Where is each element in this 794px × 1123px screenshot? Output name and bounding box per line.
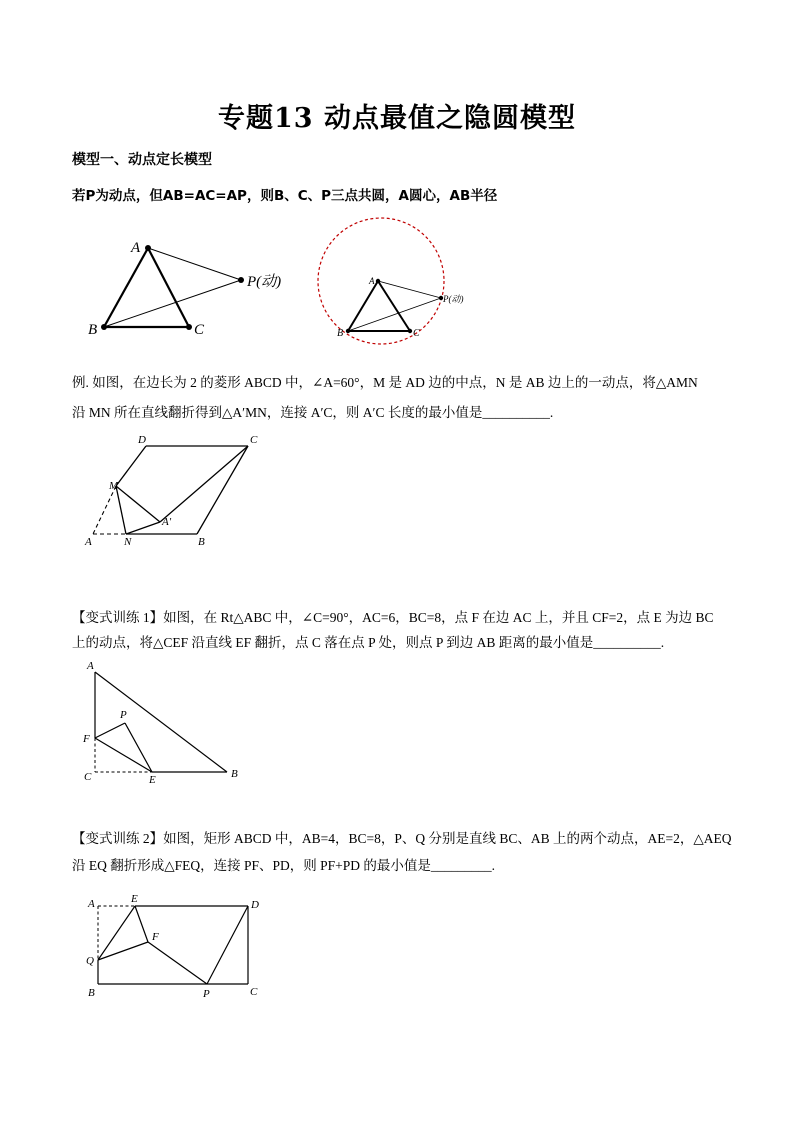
label-N: N — [124, 536, 132, 548]
label-B: B — [88, 322, 98, 338]
model1-heading: 模型一、动点定长模型 — [72, 152, 212, 168]
label-D: D — [138, 434, 146, 446]
label-P: P — [120, 709, 127, 721]
label-P: P — [203, 988, 210, 1000]
label-B: B — [198, 536, 205, 548]
label-D: D — [251, 899, 259, 911]
exercise1-line1: 【变式训练 1】如图，在 Rt△ABC 中，∠C=90°，AC=6，BC=8，点 F 在边 AC 上，并且 CF=2，点 E 为边 BC — [72, 610, 714, 625]
label-E: E — [131, 893, 138, 905]
label-C: C — [413, 328, 420, 339]
label-C: C — [250, 434, 258, 446]
exercise1-line2: 上的动点，将△CEF 沿直线 EF 翻折，点 C 落在点 P 处，则点 P 到边 AB 距离的最小值是__________. — [72, 635, 665, 650]
label-A: A — [88, 898, 95, 910]
example-line2: 沿 MN 所在直线翻折得到△A′MN，连接 A′C，则 A′C 长度的最小值是__________. — [72, 405, 554, 420]
label-B: B — [88, 987, 95, 999]
label-C: C — [194, 322, 205, 338]
label-A: A — [369, 276, 375, 286]
page-title: 专题13 动点最值之隐圆模型 — [218, 103, 576, 134]
label-F: F — [152, 931, 159, 943]
label-P: P(动) — [443, 294, 464, 304]
model1-statement: 若P为动点，但AB=AC=AP，则B、C、P三点共圆，A圆心，AB半径 — [72, 188, 498, 204]
label-A: A — [131, 240, 141, 256]
label-B: B — [337, 328, 344, 339]
label-B: B — [231, 768, 238, 780]
label-Q: Q — [86, 955, 94, 967]
exercise2-line1: 【变式训练 2】如图，矩形 ABCD 中，AB=4，BC=8，P、Q 分别是直线 BC、AB 上的两个动点，AE=2，△AEQ — [72, 831, 732, 846]
label-A: A — [87, 660, 94, 672]
label-P: P(动) — [247, 274, 282, 290]
label-F: F — [83, 733, 90, 745]
label-E: E — [149, 774, 156, 786]
example-line1: 例. 如图，在边长为 2 的菱形 ABCD 中，∠A=60°，M 是 AD 边的中点，N 是 AB 边上的一动点，将△AMN — [72, 375, 698, 390]
label-C: C — [84, 771, 92, 783]
label-A-prime: A′ — [162, 516, 172, 528]
label-M: M — [109, 480, 119, 492]
label-A: A — [85, 536, 92, 548]
label-C: C — [250, 986, 258, 998]
exercise2-line2: 沿 EQ 翻折形成△FEQ，连接 PF、PD，则 PF+PD 的最小值是_________. — [72, 858, 496, 873]
